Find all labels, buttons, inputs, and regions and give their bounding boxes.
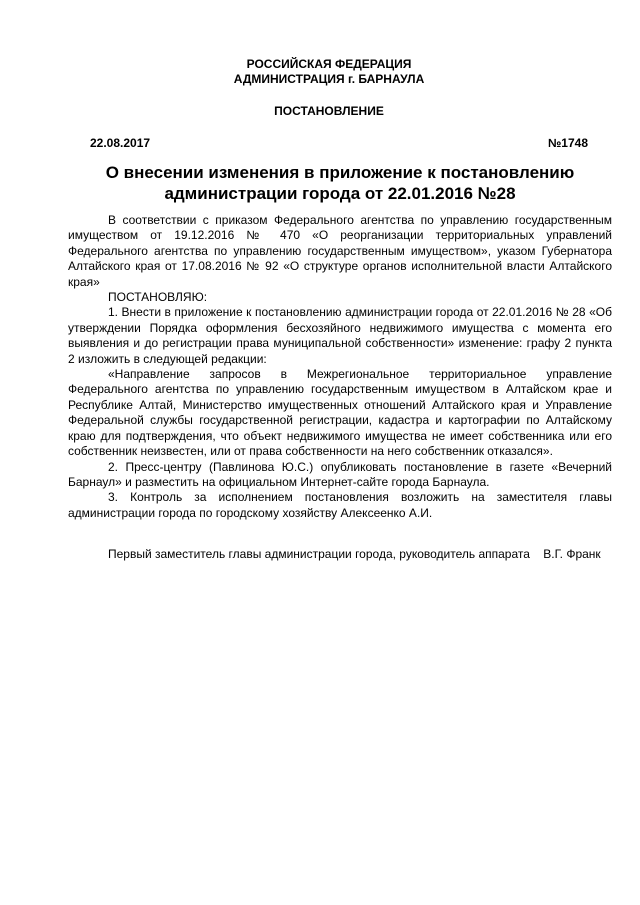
item-2-paragraph: 2. Пресс-центру (Павлинова Ю.С.) опубликовать постановление в газете «Вечерний Барнаул» и разместить на официальном Интернет-сайте города Барнаула. <box>68 459 612 489</box>
signature-name: В.Г. Франк <box>543 547 601 561</box>
quote-paragraph: «Направление запросов в Межрегиональное территориальное управление Федерального агентства по управлению государственным имуществом в Алтайском крае и Республике Алтай, Министерство имущественных отношений Алтайского края и Управление Федеральной службы государственной регистрации, кадастра и картографии по Алтайскому краю для подтверждения, что объект недвижимого имущества не имеет собственника или его собственник неизвестен, или от права собственности на него собственник отказался». <box>68 367 612 459</box>
signature-line <box>68 547 612 562</box>
item-3-paragraph: 3. Контроль за исполнением постановления возложить на заместителя главы администрации города по городскому хозяйству Алексеенко А.И. <box>68 490 612 520</box>
document-body <box>68 213 612 521</box>
document-title: О внесении изменения в приложение к постановлению администрации города от 22.01.2016 №28 <box>105 163 575 203</box>
item-1-paragraph: 1. Внести в приложение к постановлению администрации города от 22.01.2016 № 28 «Об утверждении Порядка оформления бесхозяйного недвижимого имущества с момента его выявления и до регистрации права муниципальной собственности» изменение: графу 2 пункта 2 изложить в следующей редакции: <box>68 305 612 366</box>
preamble-paragraph: В соответствии с приказом Федерального агентства по управлению государственным имуществом от 19.12.2016 № 470 «О реорганизации территориальных управлений Федерального агентства по управлению государственным имуществом», указом Губернатора Алтайского края от 17.08.2016 № 92 «О структуре органов исполнительной власти Алтайского края» <box>68 213 612 289</box>
document-date: 22.08.2017 <box>90 136 151 150</box>
signature-block <box>68 547 612 562</box>
resolve-paragraph: ПОСТАНОВЛЯЮ: <box>108 290 208 305</box>
header-doc-type: ПОСТАНОВЛЕНИЕ <box>274 104 384 118</box>
document-number: №1748 <box>547 136 588 150</box>
header-administration: АДМИНИСТРАЦИЯ г. БАРНАУЛА <box>233 72 425 86</box>
header-country: РОССИЙСКАЯ ФЕДЕРАЦИЯ <box>246 57 412 71</box>
signature-position: Первый заместитель главы администрации города, руководитель аппарата <box>108 547 530 561</box>
